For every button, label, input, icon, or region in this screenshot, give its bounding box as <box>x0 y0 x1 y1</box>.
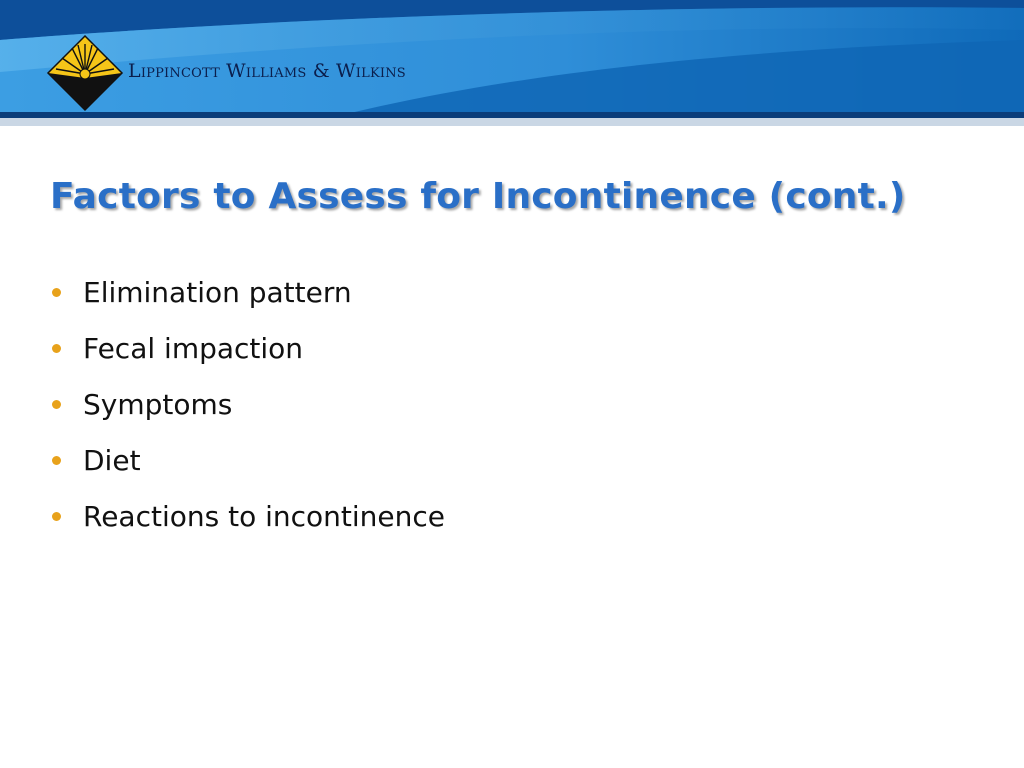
bullet-icon <box>52 288 61 297</box>
slide-title: Factors to Assess for Incontinence (cont.) <box>50 176 906 217</box>
bullet-icon <box>52 400 61 409</box>
bullet-text: Symptoms <box>83 387 233 421</box>
starburst-diamond-icon <box>46 34 124 112</box>
list-item <box>48 320 445 376</box>
bullet-text: Diet <box>83 443 141 477</box>
bullet-text: Elimination pattern <box>83 275 352 309</box>
bullet-icon <box>52 344 61 353</box>
bullet-icon <box>52 456 61 465</box>
bullet-text: Fecal impaction <box>83 331 304 365</box>
publisher-logo-text: Lippincott Williams & Wilkins <box>128 60 406 82</box>
header-banner <box>0 0 1024 126</box>
bullet-list <box>48 264 445 544</box>
list-item <box>48 432 445 488</box>
bullet-text: Reactions to incontinence <box>83 499 446 533</box>
bullet-icon <box>52 512 61 521</box>
list-item <box>48 488 445 544</box>
list-item <box>48 376 445 432</box>
list-item <box>48 264 445 320</box>
